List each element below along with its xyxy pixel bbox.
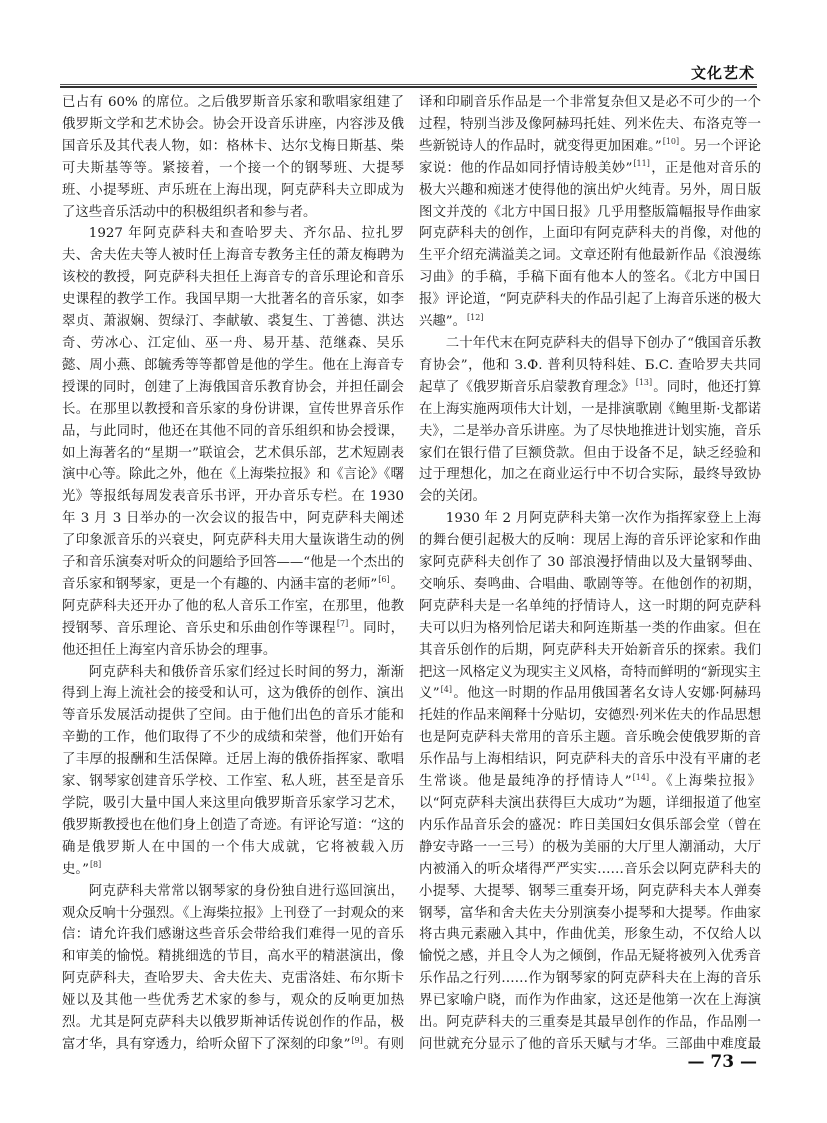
- paragraph: [62, 223, 404, 661]
- citation-marker: [7]: [336, 619, 349, 629]
- citation-marker: [14]: [632, 772, 650, 782]
- text-run: 译和印刷音乐作品是一个非常复杂但又是必不可少的一个过程，特别当涉及像阿赫玛托娃、列米佐夫、布洛克等一些新锐诗人的作品时，就变得更加困难。”: [419, 95, 761, 154]
- citation-marker: [6]: [378, 575, 390, 585]
- paragraph: [62, 662, 404, 881]
- paragraph: [419, 508, 761, 1057]
- page-header: [0, 0, 827, 92]
- text-run: ，正是他对音乐的极大兴趣和痴迷才使得他的演出炉火纯青。另外，周日版图文并茂的《北方中国日报》几乎用整版篇幅报导作曲家阿克萨科夫的创作，上面印有阿克萨科夫的肖像，对他的生平介绍充满溢美之词。文章还附有他最新作品《浪漫练习曲》的手稿，手稿下面有他本人的签名。《北方中国日报》评论道，“阿克萨科夫的作品引起了上海音乐迷的极大兴趣”。: [419, 160, 761, 330]
- text-run: 。他这一时期的作品用俄国著名女诗人安娜·阿赫玛托娃的作品来阐释十分贴切，安德烈·列米佐夫的作品思想也是阿克萨科夫常用的音乐主题。音乐晚会使俄罗斯的音乐作品与上海相结识，阿克萨科夫的音乐中没有平庸的老生常谈。他是最纯净的抒情诗人”: [419, 686, 761, 790]
- paragraph: [62, 881, 404, 1057]
- citation-marker: [4]: [440, 685, 452, 694]
- text-run: 。同时，他还打算在上海实施两项伟大计划，一是排演歌剧《鲍里斯·戈都诺夫》，二是举办音乐讲座。为了尽快地推进计划实施，音乐家们在银行借了巨额贷款。但由于设备不足，缺乏经验和过于理想化，加之在商业运行中不切合实际，最终导致协会的关闭。: [419, 379, 761, 505]
- text-run: 1927 年阿克萨科夫和查哈罗夫、齐尔品、拉扎罗夫、舍夫佐夫等人被时任上海音专教务主任的萧友梅聘为该校的教授，阿克萨科夫担任上海音专的音乐理论和音乐史课程的教学工作。我国早期一大批著名的音乐家，如李翠贞、萧淑娴、贺绿汀、李献敏、裘复生、丁善德、洪达奇、劳冰心、江定仙、巫一舟、易开基、范继森、吴乐懿、周小燕、郎毓秀等等都曾是他的学生。他在上海音专授课的同时，创建了上海俄国音乐教育协会，并担任副会长。在那里以教授和音乐家的身份讲课，宣传世界音乐作品，与此同时，他还在其他不同的音乐组织和协会授课，如上海著名的“星期一”联谊会，艺术俱乐部，艺术短剧表演中心等。除此之外，他在《上海柴拉报》和《言论》《曙光》等报纸每周发表音乐书评，开办音乐专栏。在 1930 年 3 月 3 日举办的一次会议的报告中，阿克萨科夫阐述了印象派音乐的兴衰史，阿克萨科夫用大量诙谐生动的例子和音乐演奏对听众的问题给予回答——“他是一个杰出的音乐家和钢琴家，更是一个有趣的、内涵丰富的老师”: [62, 226, 404, 592]
- header-rule: [60, 84, 757, 85]
- citation-marker: [10]: [662, 137, 680, 147]
- text-run: 阿克萨科夫和俄侨音乐家们经过长时间的努力，渐渐得到上海上流社会的接受和认可，这为俄侨的创作、演出等音乐发展活动提供了空间。由于他们出色的音乐才能和辛勤的工作，他们取得了不少的成绩和荣誉，他们开始有了丰厚的报酬和生活保障。迁居上海的俄侨指挥家、歌唱家、钢琴家创建音乐学校、工作室、私人班，甚至是音乐学院，吸引大量中国人来这里向俄罗斯音乐家学习艺术，俄罗斯教授也在他们身上创造了奇迹。有评论写道：“这的确是俄罗斯人在中国的一个伟大成就，它将被载入历史。”: [62, 664, 404, 877]
- text-run: 。阿克萨科夫还开办了他的私人音乐工作室，在那里，他教授钢琴、音乐理论、音乐史和乐曲创作等课程: [62, 576, 404, 636]
- text-run: 1930 年 2 月阿克萨科夫第一次作为指挥家登上上海的舞台便引起极大的反响：现居上海的音乐评论家和作曲家阿克萨科夫创作了 30 部浪漫抒情曲以及大量钢琴曲、交响乐、奏鸣曲、合唱曲、歌剧等等。在他创作的初期，阿克萨科夫是一名单纯的抒情诗人，这一时期的阿克萨科夫可以归为格列恰尼诺夫和阿连斯基一类的作曲家。但在其音乐创作的后期，阿克萨科夫开始新音乐的探索。我们把这一风格定义为现实主义风格，奇特而鲜明的“新现实主义”: [419, 511, 761, 702]
- page-number: — 73 —: [687, 1052, 757, 1072]
- paragraph-continuation: [419, 92, 761, 333]
- citation-marker: [12]: [467, 312, 484, 322]
- citation-marker: [11]: [633, 159, 650, 169]
- citation-marker: [8]: [89, 860, 102, 870]
- text-run: 阿克萨科夫常常以钢琴家的身份独自进行巡回演出，观众反响十分强烈。《上海柴拉报》上刊登了一封观众的来信：请允许我们感谢这些音乐会带给我们难得一见的音乐和审美的愉悦。精挑细选的节目，高水平的精湛演出，像阿克萨科夫，查哈罗夫、舍夫佐夫、克雷洛娃、布尔斯卡娅以及其他一些优秀艺术家的参与，观众的反响更加热烈。尤其是阿克萨科夫以俄罗斯神话传说创作的作品，极富才华，具有穿透力，给听众留下了深刻的印象”: [62, 883, 404, 1052]
- citation-marker: [9]: [351, 1035, 363, 1045]
- text-run: 。同时，他还担任上海室内音乐协会的理事。: [62, 620, 404, 658]
- right-column: [419, 92, 761, 1057]
- text-run: 。另一个评论家说：他的作品如同抒情诗般美妙”: [419, 138, 761, 176]
- text-run: 二十年代末在阿克萨科夫的倡导下创办了“俄国音乐教育协会”，他和 З.Ф. 普利贝特科娃、Б.С. 查哈罗夫共同起草了《俄罗斯音乐启蒙教育理念》: [419, 335, 761, 395]
- text-run: 。有则: [363, 1036, 404, 1052]
- text-run: 已占有 60% 的席位。之后俄罗斯音乐家和歌唱家组建了俄罗斯文学和艺术协会。协会开设音乐讲座，内容涉及俄国音乐及其代表人物，如：格林卡、达尔戈梅日斯基、柴可夫斯基等等。紧接着，一个接一个的钢琴班、大提琴班、小提琴班、声乐班在上海出现，阿克萨科夫立即成为了这些音乐活动中的积极组织者和参与者。: [62, 95, 404, 220]
- section-tag: 文化艺术: [690, 64, 755, 82]
- paragraph: [419, 333, 761, 508]
- text-run: 。《上海柴拉报》以“阿克萨科夫演出获得巨大成功”为题，详细报道了他室内乐作品音乐会的盛况：昨日美国妇女俱乐部会堂（曾在静安寺路一一三号）的极为美丽的大厅里人潮涌动，大厅内被涌入的听众堵得严严实实……音乐会以阿克萨科夫的小提琴、大提琴、钢琴三重奏开场，阿克萨科夫本人弹奏钢琴，富华和舍夫佐夫分别演奏小提琴和大提琴。作曲家将古典元素融入其中，作曲优美，形象生动，不仅给人以愉悦之感，并且令人为之倾倒，作品无疑将被列入优秀音乐作品之行列……作为钢琴家的阿克萨科夫在上海的音乐界已家喻户晓，而作为作曲家，这还是他第一次在上海演出。阿克萨科夫的三重奏是其最早创作的作品，作品刚一问世就充分显示了他的音乐天赋与才华。三部曲中难度最: [419, 774, 761, 1052]
- paragraph-continuation: [62, 92, 404, 223]
- header-rule-thick: [60, 86, 757, 88]
- citation-marker: [13]: [635, 378, 653, 388]
- left-column: [62, 92, 404, 1057]
